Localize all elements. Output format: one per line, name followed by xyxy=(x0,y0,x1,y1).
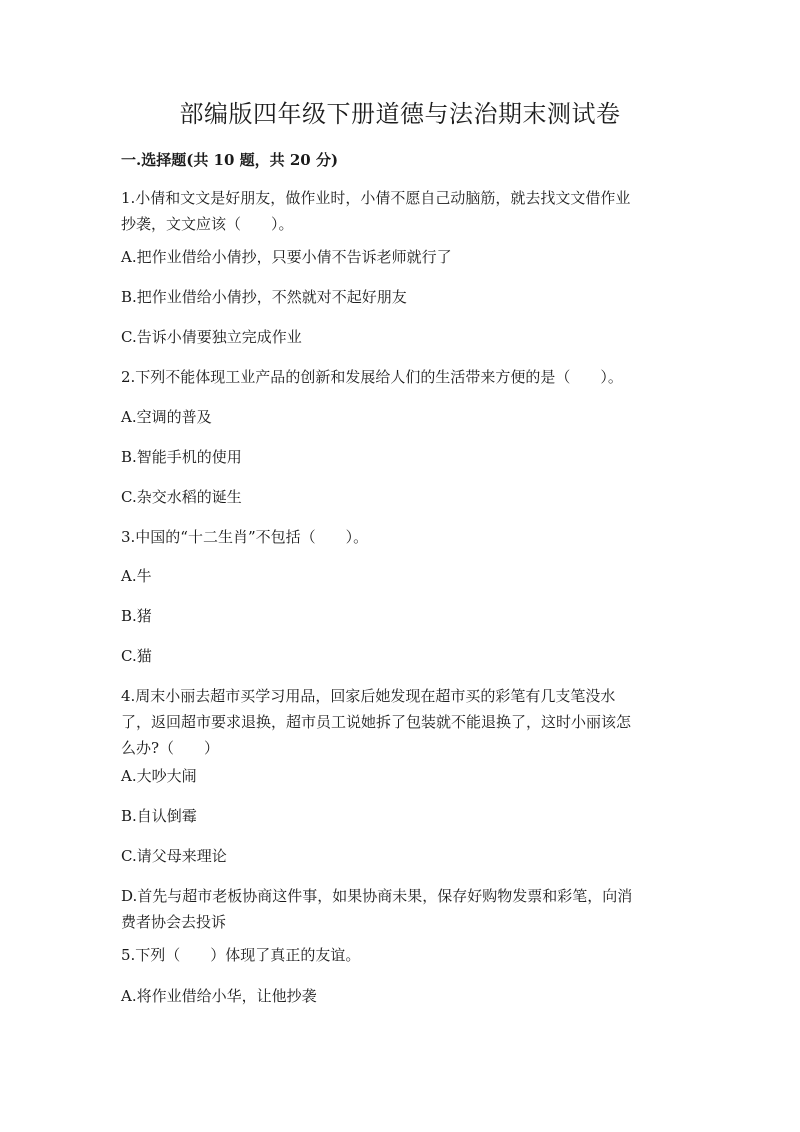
option-c: C.请父母来理论 xyxy=(121,847,227,865)
option-a: A.空调的普及 xyxy=(121,408,212,426)
question-stem-line: 么办?（ ） xyxy=(121,739,220,757)
option-c: C.告诉小倩要独立完成作业 xyxy=(121,328,302,346)
option-a: A.大吵大闹 xyxy=(121,767,197,785)
question-stem-line: 4.周末小丽去超市买学习用品，回家后她发现在超市买的彩笔有几支笔没水 xyxy=(121,687,616,705)
option-b: B.猪 xyxy=(121,607,152,625)
question-stem-line: 3.中国的“十二生肖”不包括（ ）。 xyxy=(121,528,369,546)
option-b: B.智能手机的使用 xyxy=(121,448,242,466)
question-stem-line: 抄袭，文文应该（ ）。 xyxy=(121,215,294,233)
section-heading: 一.选择题(共 10 题，共 20 分) xyxy=(121,151,339,169)
option-c: C.猫 xyxy=(121,647,152,665)
option-b: B.把作业借给小倩抄，不然就对不起好朋友 xyxy=(121,288,407,306)
page-title: 部编版四年级下册道德与法治期末测试卷 xyxy=(179,100,621,128)
question-stem-line: 1.小倩和文文是好朋友，做作业时，小倩不愿自己动脑筋，就去找文文借作业 xyxy=(121,189,631,207)
question-stem-line: 2.下列不能体现工业产品的创新和发展给人们的生活带来方便的是（ ）。 xyxy=(121,368,623,386)
option-a: A.将作业借给小华，让他抄袭 xyxy=(121,987,317,1005)
question-stem-line: 了，返回超市要求退换，超市员工说她拆了包装就不能退换了，这时小丽该怎 xyxy=(121,713,632,731)
option-a: A.把作业借给小倩抄，只要小倩不告诉老师就行了 xyxy=(121,248,452,266)
option-b: B.自认倒霉 xyxy=(121,807,197,825)
question-stem-line: 5.下列（ ）体现了真正的友谊。 xyxy=(121,946,361,964)
option-d-line: 费者协会去投诉 xyxy=(121,913,227,931)
option-d-line: D.首先与超市老板协商这件事，如果协商未果，保存好购物发票和彩笔，向消 xyxy=(121,887,633,905)
option-a: A.牛 xyxy=(121,567,152,585)
option-c: C.杂交水稻的诞生 xyxy=(121,488,242,506)
